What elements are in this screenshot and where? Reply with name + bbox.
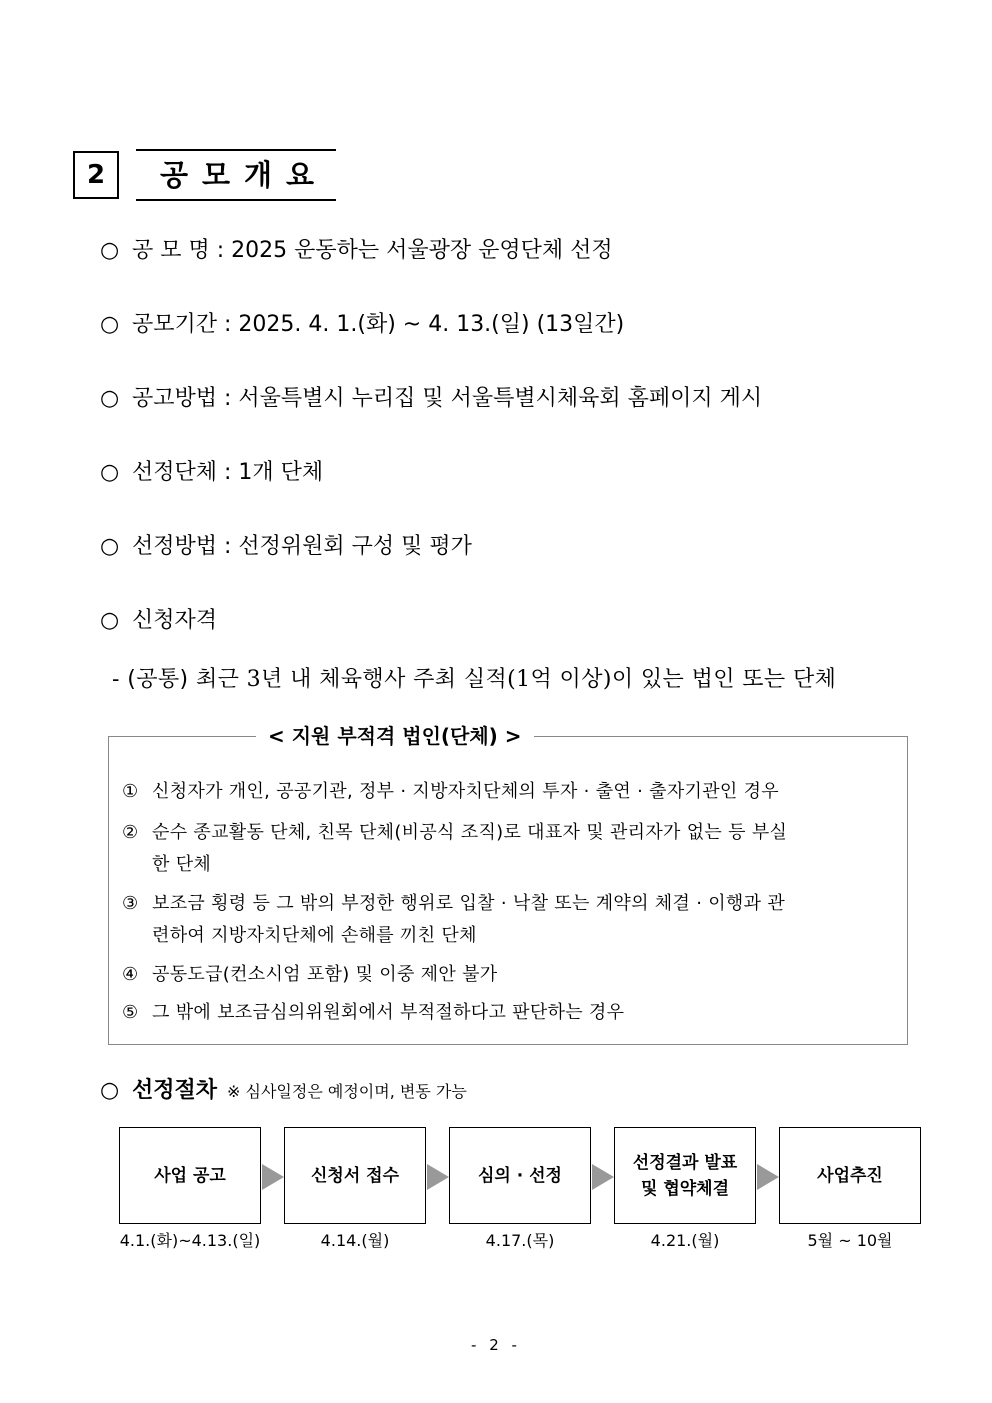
bullet-circle-icon: ○ [100, 460, 120, 485]
item-name: ○ 공 모 명 : 2025 운동하는 서울광장 운영단체 선정 [100, 236, 613, 266]
bullet-circle-icon: ○ [100, 386, 120, 411]
list-number: ③ [122, 893, 139, 914]
ineligible-title: < 지원 부적격 법인(단체) > [256, 722, 534, 750]
arrow-right-icon [757, 1164, 779, 1190]
item-value: 서울특별시 누리집 및 서울특별시체육회 홈페이지 게시 [238, 386, 763, 411]
step-announcement [119, 1127, 261, 1224]
item-label: 신청자격 [132, 608, 218, 633]
line-text: 보조금 횡령 등 그 밖의 부정한 행위로 입찰 · 낙찰 또는 계약의 체결 · 이행과 관 [152, 893, 786, 914]
item-period: ○ 공모기간 : 2025. 4. 1.(화) ~ 4. 13.(일) (13일간) [100, 310, 624, 340]
line-text: 한 단체 [152, 854, 212, 875]
step-date: 4.17.(목) [485, 1231, 555, 1250]
item-value: 1개 단체 [238, 460, 324, 485]
dash: - [112, 667, 120, 692]
step-execution [779, 1127, 921, 1224]
arrow-right-icon [427, 1164, 449, 1190]
step-label: 선정결과 발표 및 협약체결 [632, 1152, 738, 1199]
procedure-heading [100, 1076, 467, 1107]
item-label: 선정방법 [132, 534, 218, 559]
step-application [284, 1127, 426, 1224]
ineligible-line [122, 817, 787, 849]
bullet-circle-icon: ○ [100, 608, 120, 633]
ineligible-line [122, 776, 779, 808]
line-text: 신청자가 개인, 공공기관, 정부 · 지방자치단체의 투자 · 출연 · 출자기관인 경우 [152, 781, 779, 802]
ineligible-line [122, 997, 624, 1029]
ineligible-line [122, 888, 785, 920]
list-number: ④ [122, 964, 139, 985]
step-result [614, 1127, 756, 1224]
list-number: ⑤ [122, 1002, 139, 1023]
bullet-circle-icon: ○ [100, 312, 120, 337]
item-value: 2025 운동하는 서울광장 운영단체 선정 [231, 238, 613, 263]
item-qualification [100, 606, 217, 636]
item-count: ○ 선정단체 : 1개 단체 [100, 458, 323, 488]
line-text: 순수 종교활동 단체, 친목 단체(비공식 조직)로 대표자 및 관리자가 없는 등 부실 [152, 822, 788, 843]
ineligible-line-cont [122, 920, 477, 952]
bullet-circle-icon: ○ [100, 238, 120, 263]
bullet-circle-icon: ○ [100, 534, 120, 559]
item-method: ○ 공고방법 : 서울특별시 누리집 및 서울특별시체육회 홈페이지 게시 [100, 384, 762, 414]
step-date: 5월 ~ 10월 [807, 1231, 893, 1250]
item-label: 공 모 명 [132, 238, 210, 263]
item-label: 공모기간 [132, 312, 218, 337]
ineligible-line-cont [122, 849, 211, 881]
step-date: 4.1.(화)~4.13.(일) [119, 1231, 261, 1250]
step-date: 4.21.(월) [650, 1231, 720, 1250]
line-text: 그 밖에 보조금심의위원회에서 부적절하다고 판단하는 경우 [152, 1002, 625, 1023]
qualification-line [112, 665, 930, 695]
qualification-text: 최근 3년 내 체육행사 주최 실적(1억 이상)이 있는 법인 또는 단체 [195, 667, 837, 692]
section-title: 공모개요 [136, 149, 336, 201]
step-label: 신청서 접수 [310, 1165, 400, 1186]
line-text: 공동도급(컨소시엄 포함) 및 이중 제안 불가 [152, 964, 498, 985]
page-number: - 2 - [471, 1336, 521, 1354]
step-label: 사업추진 [817, 1165, 883, 1186]
item-label: 공고방법 [132, 386, 218, 411]
item-label: 선정단체 [132, 460, 218, 485]
step-date: 4.14.(월) [320, 1231, 390, 1250]
item-value: 선정위원회 구성 및 평가 [238, 534, 472, 559]
arrow-right-icon [262, 1164, 284, 1190]
ineligible-line [122, 959, 497, 991]
qualification-tag: (공통) [127, 667, 189, 692]
procedure-label: 선정절차 [132, 1078, 218, 1103]
procedure-note: ※ 심사일정은 예정이며, 변동 가능 [227, 1082, 467, 1101]
step-review [449, 1127, 591, 1224]
step-label: 심의 · 선정 [478, 1165, 562, 1186]
section-number: 2 [73, 151, 119, 199]
bullet-circle-icon: ○ [100, 1078, 120, 1103]
list-number: ① [122, 781, 139, 802]
list-number: ② [122, 822, 139, 843]
arrow-right-icon [592, 1164, 614, 1190]
step-label: 사업 공고 [154, 1165, 226, 1186]
item-selection-method: ○ 선정방법 : 선정위원회 구성 및 평가 [100, 532, 472, 562]
line-text: 련하여 지방자치단체에 손해를 끼친 단체 [152, 925, 477, 946]
item-value: 2025. 4. 1.(화) ~ 4. 13.(일) (13일간) [238, 312, 625, 337]
